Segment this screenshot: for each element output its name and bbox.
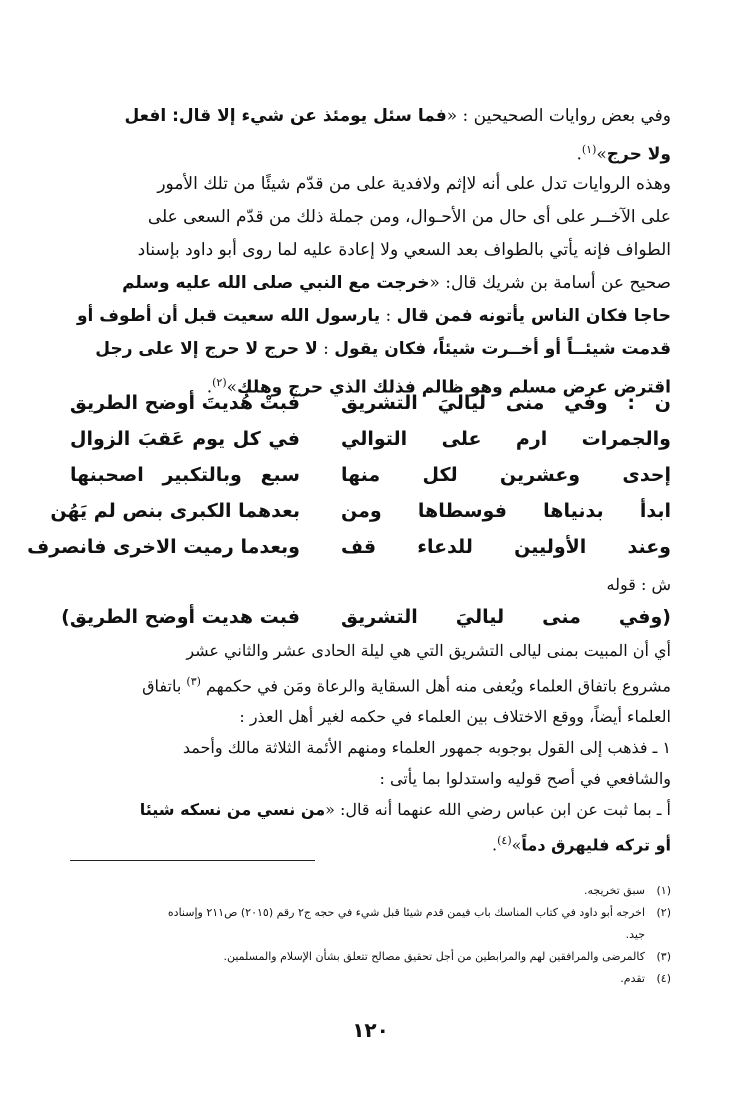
footnote-number: (٣) — [656, 950, 671, 963]
narration-line: حاجا فكان الناس يأتونه فمن قال : يارسول الله سعيت قبل أن أطوف أو — [76, 306, 671, 326]
footnote — [70, 968, 671, 990]
footnote-number: (٤) — [656, 972, 671, 985]
poem-verse — [70, 392, 671, 428]
footnote-ref: (٣) — [186, 675, 201, 688]
verse-second-hemistich: بعدهما الكبرى بنص لم يَهُن — [50, 500, 300, 522]
explanation-line: أي أن المبيت بمنى ليالى التشريق التي هي ليلة الحادى عشر والثاني عشر — [186, 641, 671, 660]
footnote-divider — [70, 860, 315, 861]
narration-paragraph — [70, 168, 671, 405]
footnote-text: كالمرضى والمرافقين لهم والمرابطين من أجل تحقيق مصالح تتعلق بشأن الإسلام والمسلمين. — [223, 950, 645, 963]
poem-verses — [27, 392, 671, 572]
hadith-quote: خرجت مع النبي صلى الله عليه وسلم — [122, 273, 430, 293]
commentary-block — [61, 570, 671, 634]
explanation-line: مشروع باتفاق العلماء ويُعفى منه أهل السقاية والرعاة ومَن في حكمهم $^{(٣)}$ باتفاق — [142, 675, 671, 696]
hadith-quote: حاجا فكان الناس يأتونه فمن قال — [396, 306, 671, 326]
footnote-text: تقدم. — [620, 972, 645, 985]
explanation-line: العلماء أيضاً، ووقع الاختلاف بين العلماء في حكمه لغير أهل العذر : — [239, 707, 671, 727]
footnote — [70, 902, 671, 924]
narration-line: قدمت شيئــاً أو أخــرت شيئاً، فكان يقول : لا حرج لا حرج إلا على رجل — [95, 339, 671, 359]
poem-marker: ن : — [627, 392, 671, 414]
footnote-continuation: جيد. — [625, 928, 645, 941]
quoted-first-hemistich: (وفي منى لياليَ التشريق — [341, 606, 671, 628]
poem-verse — [70, 464, 671, 500]
verse-second-hemistich: سبع وبالتكبير اصحبنها — [70, 464, 300, 486]
verse-second-hemistich: فَبتْ هُديتَ أوضح الطريق — [69, 392, 300, 414]
hadith-quote: أو تركه فليهرق دماً — [521, 835, 671, 855]
verse-first-hemistich: ابدأ بدنياها فوسطاها ومن — [341, 500, 671, 522]
hadith-quote: يارسول الله سعيت قبل أن أطوف أو — [76, 306, 381, 326]
footnote-ref: (١) — [581, 143, 597, 156]
poem-verse — [70, 428, 671, 464]
footnote-number: (٢) — [656, 906, 671, 919]
narration-line: على الآخــر على أى حال من الأحـوال، ومن جملة ذلك من قدّم السعى على — [147, 207, 671, 227]
intro-line: وفي بعض روايات الصحيحين : «فما سئل يومئذ عن شيء إلا قال: افعل — [124, 106, 671, 126]
poem-verse — [27, 536, 671, 572]
hadith-quote: اقترض عرض مسلم وهو ظالم فذلك الذي حرج وهلك — [237, 377, 671, 398]
verse-first-hemistich: وعند الأوليين للدعاء قف — [341, 536, 671, 558]
narration-line: اقترض عرض مسلم وهو ظالم فذلك الذي حرج وهلك»$^{(٢)}$. — [206, 376, 671, 398]
footnote — [70, 946, 671, 968]
narration-line: وهذه الروايات تدل على أنه لاإثم ولافدية على من قدّم شيئًا من تلك الأمور — [157, 174, 671, 194]
footnotes — [70, 880, 671, 990]
hadith-quote: ولا حرج — [606, 144, 671, 165]
verse-first-hemistich: إحدى وعشرين لكل منها — [341, 464, 671, 486]
narration-line: صحيح عن أسامة بن شريك قال: «خرجت مع النبي صلى الله عليه وسلم — [122, 273, 671, 293]
hadith-quote: فما سئل يومئذ عن شيء إلا قال: افعل — [124, 106, 447, 126]
commentary-heading: ش : قوله — [606, 575, 671, 594]
footnote — [70, 880, 671, 902]
book-page — [27, 0, 671, 1105]
verse-first-hemistich: والجمرات ارم على التوالي — [341, 428, 671, 450]
explanation-paragraph — [70, 635, 671, 861]
hadith-quote: لا حرج لا حرج إلا على رجل — [95, 339, 318, 359]
narration-line: الطواف فإنه يأتي بالطواف بعد السعي ولا إعادة عليه لما روى أبو داود بإسناد — [137, 240, 671, 260]
intro-paragraph — [70, 100, 671, 172]
explanation-line: أ ـ بما ثبت عن ابن عباس رضي الله عنهما أنه قال: «من نسي من نسكه شيئا — [139, 800, 671, 820]
footnote-number: (١) — [656, 884, 671, 897]
explanation-line: ١ ـ فذهب إلى القول بوجوبه جمهور العلماء ومنهم الأئمة الثلاثة مالك وأحمد — [182, 738, 671, 758]
hadith-quote: قدمت شيئــاً أو أخــرت شيئاً، فكان يقول — [334, 339, 671, 359]
quoted-second-hemistich: فبت هديت أوضح الطريق) — [61, 606, 300, 628]
footnote-ref: (٢) — [212, 376, 227, 389]
footnote-text: سبق تخريجه. — [584, 884, 645, 897]
poem-verse — [50, 500, 671, 536]
page-number: ١٢٠ — [352, 1018, 389, 1042]
intro-line: ولا حرج»$^{(١)}$. — [576, 143, 671, 165]
explanation-line: أو تركه فليهرق دماً»$^{(٤)}$. — [492, 834, 671, 855]
verse-second-hemistich: وبعدما رميت الاخرى فانصرف — [27, 536, 300, 558]
footnote-text: اخرجه أبو داود في كتاب المناسك باب فيمن قدم شيئا قبل شيء في حجه ج٢ رقم (٢٠١٥) ص٢١١ وإسناده — [167, 906, 645, 919]
quoted-verse — [61, 600, 671, 634]
verse-second-hemistich: في كل يوم عَقبَ الزوال — [70, 428, 300, 450]
footnote-ref: (٤) — [497, 834, 512, 848]
hadith-quote: من نسي من نسكه شيئا — [139, 800, 326, 820]
explanation-line: والشافعي في أصح قوليه واستدلوا بما يأتى : — [379, 769, 671, 789]
verse-first-hemistich: ن : وفي منى لياليَ التشريق — [341, 392, 671, 414]
